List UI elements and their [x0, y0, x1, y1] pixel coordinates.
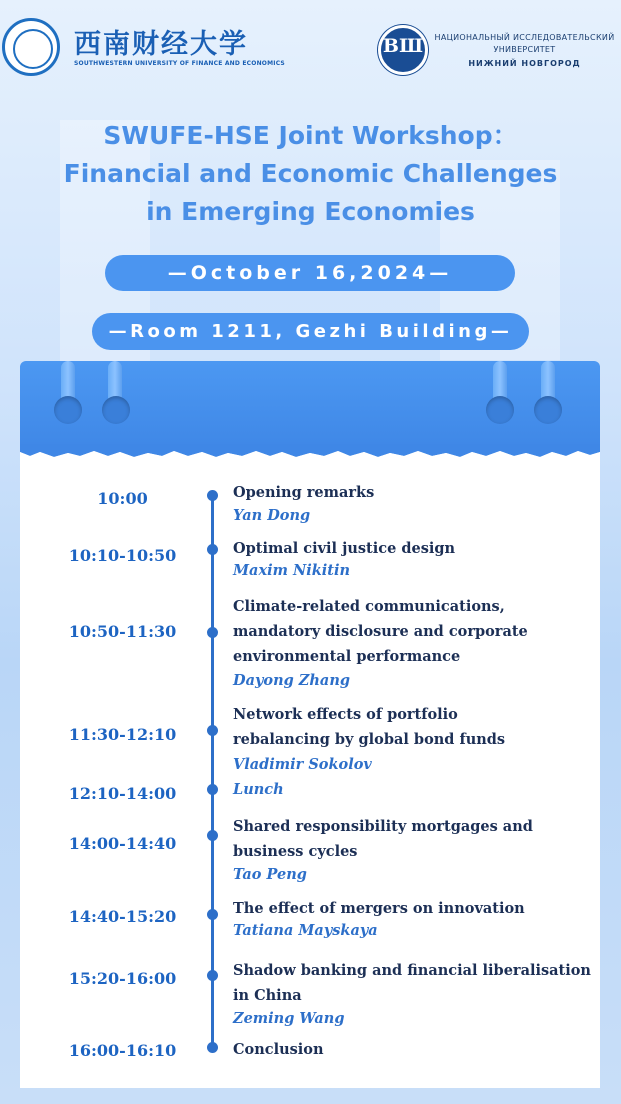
swufe-name-cn: 西南财经大学 [74, 29, 248, 60]
schedule-topic [233, 536, 593, 561]
header [0, 0, 621, 90]
date-pill: —October 16,2024— [105, 255, 515, 291]
timeline-dot [207, 784, 218, 795]
hse-line3: НИЖНИЙ НОВГОРОД [468, 59, 581, 68]
topic-line: mandatory disclosure and corporate [233, 623, 528, 640]
schedule-speaker: Zeming Wang [233, 1010, 345, 1027]
schedule-speaker: Lunch [233, 781, 284, 798]
schedule-time: 14:00-14:40 [68, 834, 177, 853]
timeline-dot [207, 970, 218, 981]
timeline-dot [207, 830, 218, 841]
schedule-time: 11:30-12:10 [68, 725, 177, 744]
schedule-time: 16:00-16:10 [68, 1041, 177, 1060]
timeline-line [211, 492, 214, 1050]
topic-line: rebalancing by global bond funds [233, 731, 506, 748]
schedule-time: 10:50-11:30 [68, 622, 177, 641]
room-pill: —Room 1211, Gezhi Building— [92, 313, 529, 350]
schedule-topic [233, 480, 593, 505]
topic-line: Network effects of portfolio [233, 706, 458, 723]
title-line1: SWUFE-HSE Joint Workshop： [103, 121, 518, 150]
schedule-speaker: Dayong Zhang [233, 672, 350, 689]
binder-ring [102, 396, 130, 424]
topic-line: Opening remarks [233, 484, 375, 501]
title-line2: Financial and Economic Challenges [63, 159, 558, 188]
schedule-speaker: Yan Dong [233, 507, 311, 524]
schedule-topic [233, 702, 593, 752]
schedule-time: 10:10-10:50 [68, 546, 177, 565]
topic-line: in China [233, 987, 302, 1004]
topic-line: Optimal civil justice design [233, 540, 456, 557]
binder-ring [54, 396, 82, 424]
schedule-time: 15:20-16:00 [68, 969, 177, 988]
topic-line: Climate-related communications, [233, 598, 505, 615]
schedule-time: 14:40-15:20 [68, 907, 177, 926]
title-line3: in Emerging Economies [146, 197, 475, 226]
schedule-topic [233, 594, 593, 669]
schedule-topic [233, 1037, 593, 1062]
topic-line: Conclusion [233, 1041, 324, 1058]
swufe-name-en: SOUTHWESTERN UNIVERSITY OF FINANCE AND ECONOMICS [74, 60, 285, 67]
hse-line1: НАЦИОНАЛЬНЫЙ ИССЛЕДОВАТЕЛЬСКИЙ [434, 33, 615, 42]
timeline-dot [207, 544, 218, 555]
topic-line: The effect of mergers on innovation [233, 900, 525, 917]
timeline-dot [207, 490, 218, 501]
timeline-dot [207, 627, 218, 638]
topic-line: Shared responsibility mortgages and [233, 818, 533, 835]
binder-ring [534, 396, 562, 424]
swufe-logo [2, 18, 60, 76]
schedule-topic [233, 896, 593, 921]
schedule-speaker: Tao Peng [233, 866, 307, 883]
schedule-topic [233, 958, 593, 1008]
timeline-dot [207, 1042, 218, 1053]
torn-edge [20, 444, 600, 470]
schedule-topic [233, 814, 593, 864]
schedule-time: 10:00 [97, 489, 148, 508]
schedule-speaker: Tatiana Mayskaya [233, 922, 378, 939]
schedule-speaker: Vladimir Sokolov [233, 756, 372, 773]
hse-logo: ВШ [378, 25, 428, 75]
topic-line: business cycles [233, 843, 358, 860]
schedule-time: 12:10-14:00 [68, 784, 177, 803]
topic-line: environmental performance [233, 648, 461, 665]
timeline-dot [207, 725, 218, 736]
topic-line: Shadow banking and financial liberalisation [233, 962, 591, 979]
hse-line2: УНИВЕРСИТЕТ [493, 45, 556, 54]
schedule-speaker: Maxim Nikitin [233, 562, 351, 579]
timeline-dot [207, 909, 218, 920]
binder-ring [486, 396, 514, 424]
